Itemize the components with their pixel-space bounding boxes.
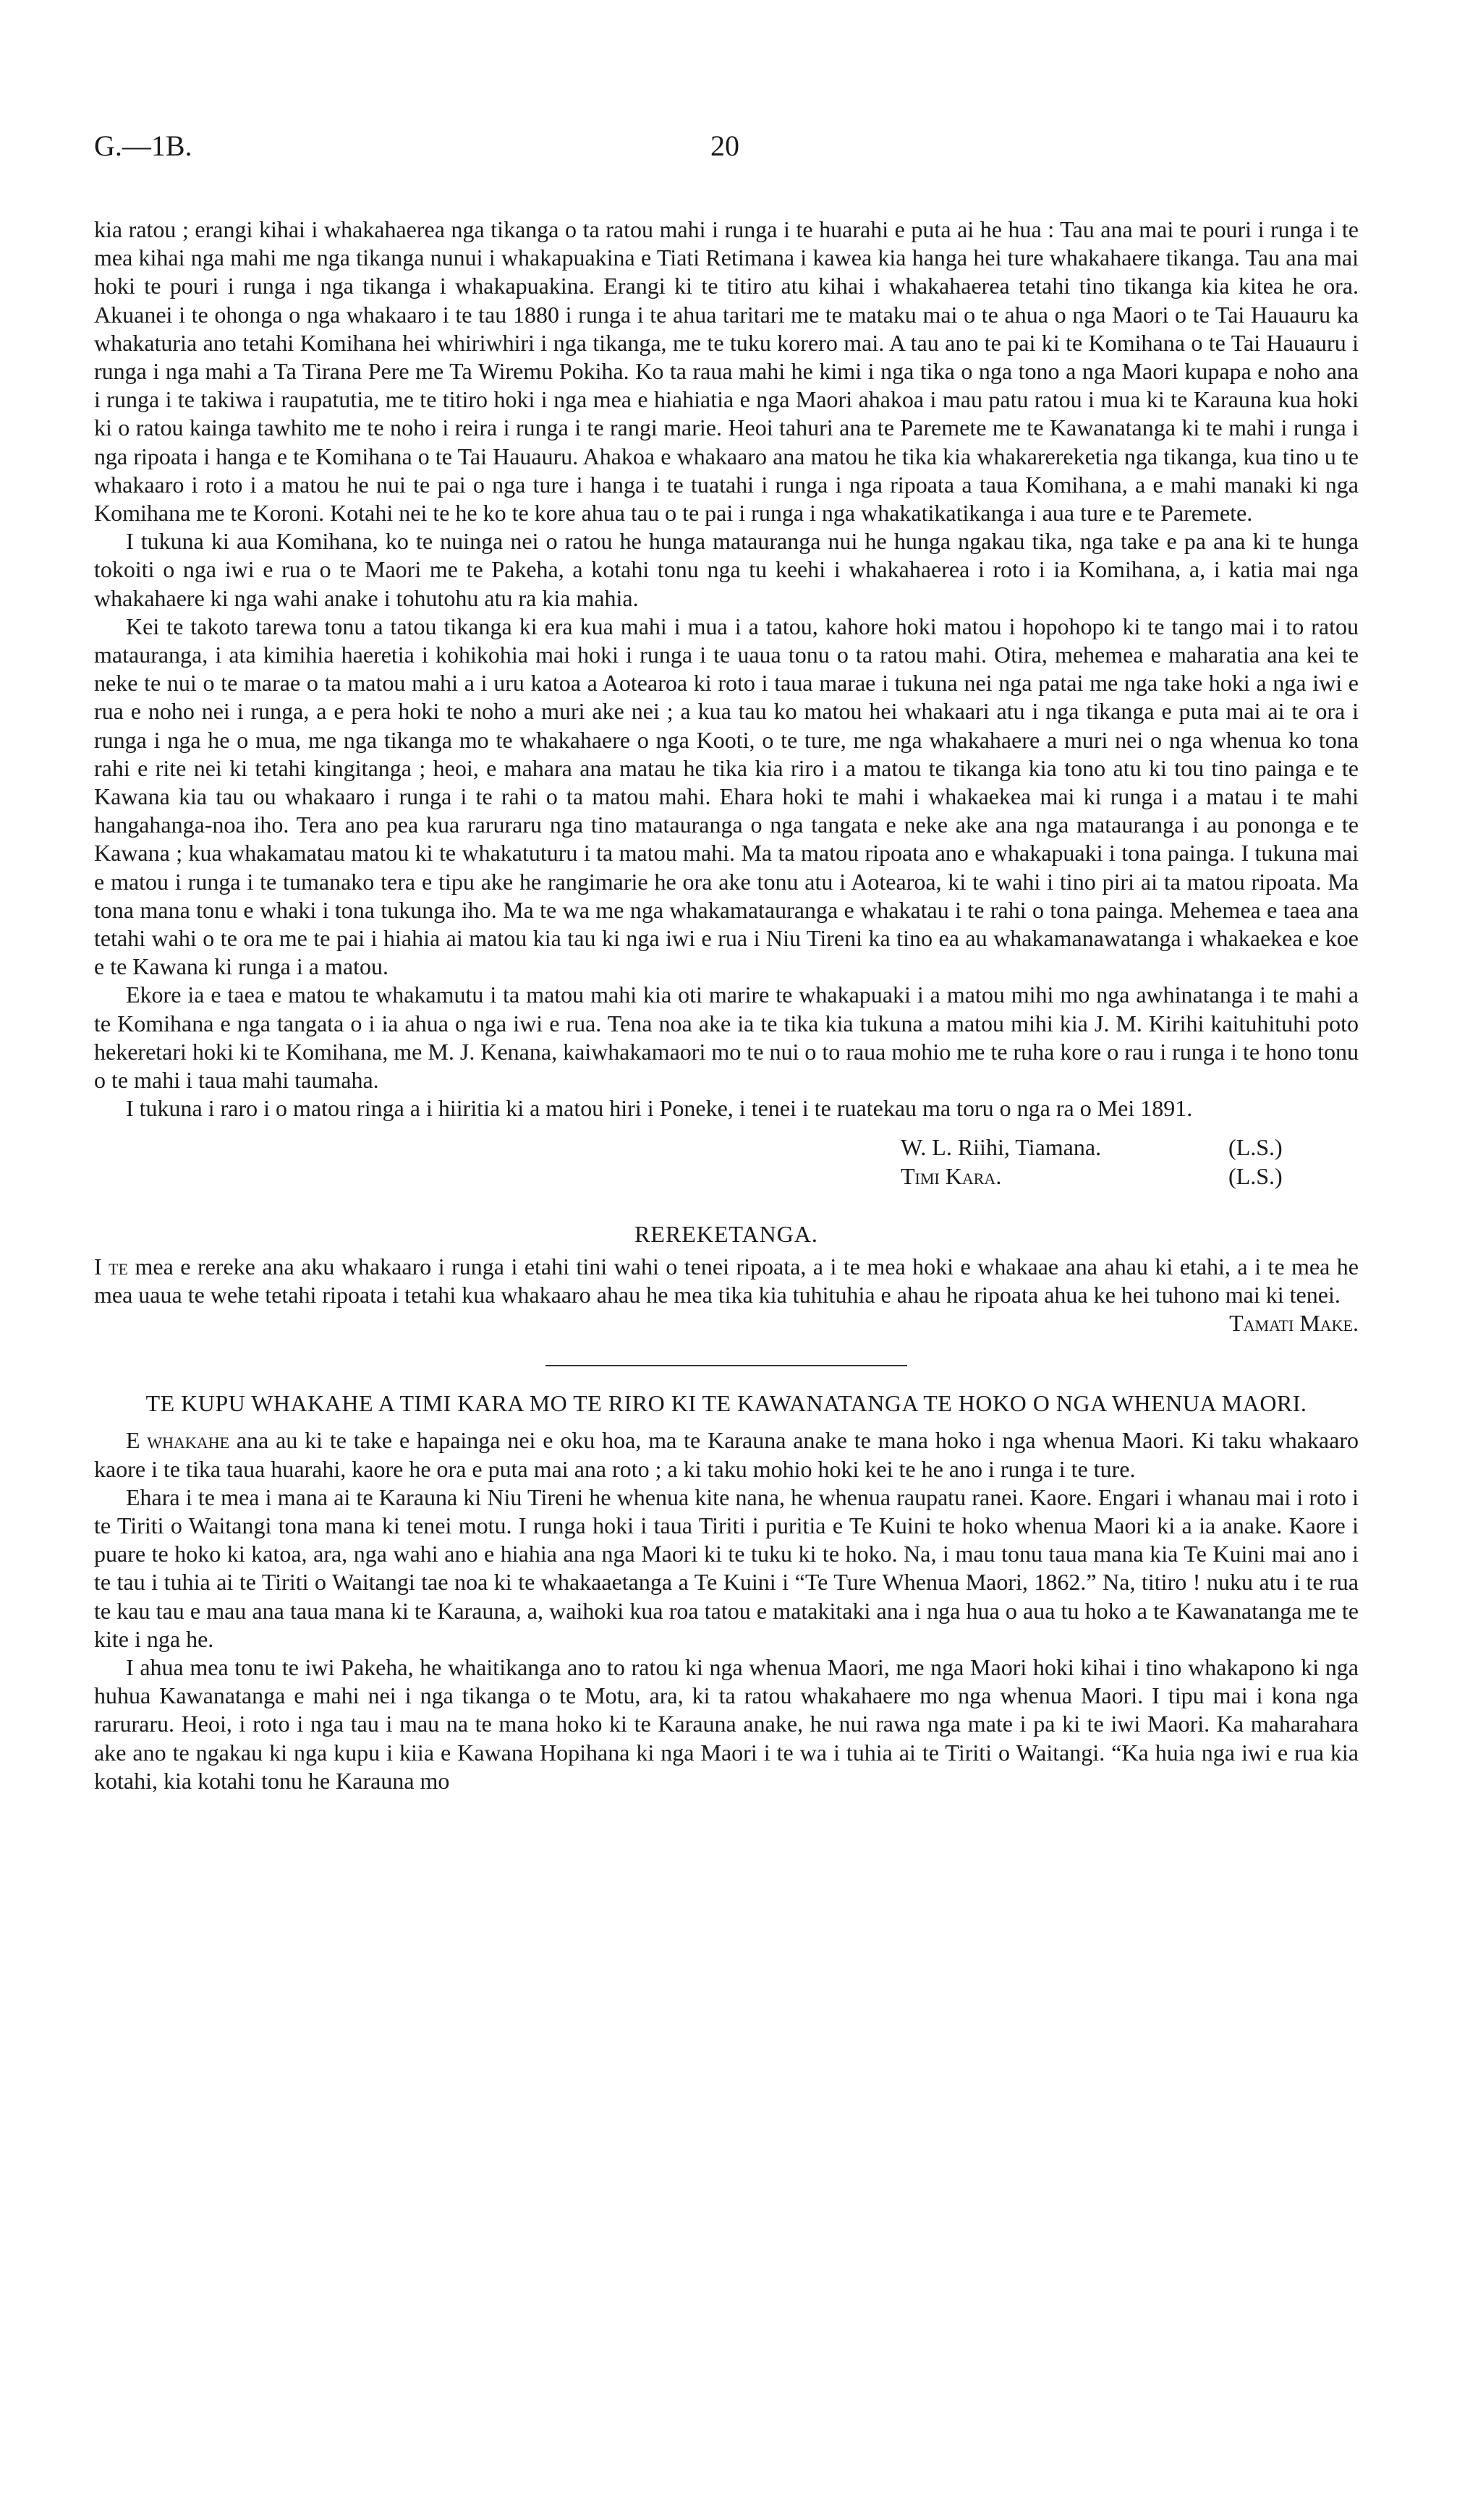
paragraph-text: mea e rereke ana aku whakaaro i runga i etahi tini wahi o tenei ripoata, a i te mea hoki e whakaae ana ahau ki etahi, a i te mea he mea uaua te wehe tetahi ripoata i tetahi kua whakaaro ahau he mea tika kia tuhituhia e ahau he ripoata ahua ke hei tuhono mai ki tenei. bbox=[94, 1253, 1359, 1308]
body-paragraph-1: kia ratou ; erangi kihai i whakahaerea nga tikanga o ta ratou mahi i runga i te huarahi e puta ai he hua : Tau ana mai te pouri i runga i te mea kihai nga mahi me nga tikanga nunui i whakapuakina e Tiati Retimana i kawea kia hanga hei ture whakahaere tikanga. Tau ana mai hoki te pouri i runga i nga tikanga i whakapuakina. Erangi ki te titiro atu kihai i whakahaerea tetahi tino tikanga kia kitea he ora. Akuanei i te ohonga o nga whakaaro i te tau 1880 i runga i te ahua taritari me te mataku mai o te ahua o nga Maori o te Tai Hauauru ka whakaturia ano tetahi Komihana hei whiriwhiri i nga tikanga, me te tuku korero mai. A tau ano te pai ki te Komihana o te Tai Hauauru i runga i nga mahi a Ta Tirana Pere me Ta Wiremu Pokiha. Ko ta raua mahi he kimi i nga tika o nga tono a nga Maori kupapa e noho ana i runga i te takiwa i raupatutia, me te titiro hoki i nga mea e hiahiatia e nga Maori ahakoa i mau patu ratou i mua ki te Karauna kua hoki ki o ratou kainga tawhito me te noho i reira i runga i te rangi marie. Heoi tahuri ana te Paremete me te Kawanatanga ki te mahi i runga i nga ripoata i hanga e te Komihana o te Tai Hauauru. Ahakoa e whakaaro ana matou he tika kia whakarereketia nga tikanga, kua tino u te whakaaro i roto i a matou he nui te pai o nga ture i hanga i te tuatahi i runga i nga ripoata a taua Komihana, a e mahi manaki ki nga Komihana me te Koroni. Kotahi nei te he ko te kore ahua tau o te pai i runga i nga whakatikatikanga i aua ture e te Paremete. bbox=[94, 216, 1359, 527]
signature-row bbox=[94, 1133, 1359, 1162]
body-paragraph-5: I tukuna i raro i o matou ringa a i hiiritia ki a matou hiri i Poneke, i tenei i te ruatekau ma toru o nga ra o Mei 1891. bbox=[126, 1095, 1193, 1122]
body-paragraph-2: I tukuna ki aua Komihana, ko te nuinga nei o ratou he hunga matauranga nui he hunga ngakau tika, nga take e pa ana ki te hunga tokoiti o nga iwi e rua o te Maori me te Pakeha, a kotahi tonu nga tu keehi i whakahaerea i roto i ia Komihana, a, i katia mai nga whakahaere ki nga wahi anake i tohutohu atu ra kia mahia. bbox=[94, 528, 1359, 611]
lead-in-text: E whakahe bbox=[126, 1427, 230, 1454]
page-number: 20 bbox=[710, 129, 739, 162]
rerereketanga-paragraph bbox=[94, 1253, 1359, 1309]
signatory-name: W. L. Riihi, Tiamana. bbox=[901, 1133, 1102, 1160]
paragraph-text: ana au ki te take e hapainga nei e oku hoa, ma te Karauna anake te mana hoko i nga whenua Maori. Ki taku whakaaro kaore i te tika taua huarahi, kaore he ora e puta mai ana roto ; a ki taku mohio hoki kei te he ano i runga i te ture. bbox=[94, 1427, 1359, 1482]
page-header bbox=[94, 129, 1360, 172]
signature-row bbox=[94, 1162, 1359, 1191]
te-kupu-paragraph-2: Ehara i te mea i mana ai te Karauna ki Niu Tireni he whenua kite nana, he whenua raupatu ranei. Kaore. Engari i whanau mai i roto i te Tiriti o Waitangi tona mana ki tenei motu. I runga hoki i taua Tiriti i puritia e Te Kuini te hoko whenua Maori ki a ia anake. Kaore i puare te hoko ki katoa, ara, nga wahi ano e hiahia ana nga Maori ki te tuku ki te hoko. Na, i mau tonu taua mana kia Te Kuini mai ano i te tau i tuhia ai te Tiriti o Waitangi tae noa ki te whakaaetanga a Te Kuini i “Te Ture Whenua Maori, 1862.” Na, titiro ! nuku atu i te rua te kau tau e mau ana taua mana ki te Karauna, a, waihoki kua roa tatou e matakitaki ana i nga hua o aua tu hoko a te Kawanatanga me te kite i nga he. bbox=[94, 1484, 1359, 1652]
section-heading-rerereketanga: REREKETANGA. bbox=[634, 1220, 818, 1247]
body-paragraph-3: Kei te takoto tarewa tonu a tatou tikanga ki era kua mahi i mua i a tatou, kahore hoki matou i hopohopo ki te tango mai i to ratou matauranga, i ata kimihia haeretia i kohikohia mai hoki i runga i te uaua tonu o ta ratou mahi. Otira, mehemea e maharatia ana kei te neke te nui o te marae o ta matou mahi a i uru katoa a Aotearoa ki roto i taua marae i tukuna nei nga patai me nga take hoki a nga iwi e rua e noho nei i runga, a e pera hoki te noho a muri ake nei ; a kua tau ko matou hei whakaari atu i nga tikanga e puta mai ai te ora i runga i nga he o mua, me nga tikanga mo te whakahaere o nga Kooti, o te ture, me nga whakahaere a muri nei o nga whenua ko tona rahi e rite nei ki tetahi kingitanga ; heoi, e mahara ana matau he tika kia riro i a matou te tikanga kia tono atu ki tou tino painga e te Kawana kia tau ou whakaaro i runga i te rahi o ta matou mahi. Ehara hoki te mahi i whakaekea mai ki runga i a matau i te mahi hangahanga-noa iho. Tera ano pea kua raruraru nga tino matauranga o nga tangata e neke ake ana nga matauranga i au ponongа e te Kawana ; kua whakamatau matou ki te whakatuturu i ta matou mahi. Ma ta matou ripoata ano e whakapuaki i tona painga. I tukuna mai e matou i runga i te tumanako tera e tipu ake he rangimarie he ora ake tonu atu i Aotearoa, ki te wahi i tino piri ai ta matou ripoata. Ma tona mana tonu e whaki i tona tukunga iho. Ma te wa me nga whakamatauranga e whakatau i te rahi o tona painga. Mehemea e taea ana tetahi wahi o te ora me te pai i hiahia ai matou kia tau ki nga iwi e rua i Niu Tireni ka tino ea au whakamanawatanga i whakaekea e koe e te Kawana ki runga i a matou. bbox=[94, 613, 1359, 980]
te-kupu-paragraph-1 bbox=[94, 1426, 1359, 1483]
section-title-te-kupu: TE KUPU WHAKAHE A TIMI KARA MO TE RIRO KI TE KAWANATANGA TE HOKO O NGA WHENUA MAORI. bbox=[145, 1390, 1307, 1417]
page-content bbox=[94, 216, 1359, 1795]
rerereketanga-signature: Tamati Make. bbox=[1229, 1310, 1359, 1337]
te-kupu-paragraph-3: I ahua mea tonu te iwi Pakeha, he whaitikanga ano to ratou ki nga whenua Maori, me nga Maori hoki kihai i tino whakapono ki nga huhua Kawanatanga e mahi nei i nga tikanga o te Motu, ara, ki ta ratou whakahaere mo nga whenua Maori. I tipu mai i kona nga raruraru. Heoi, i roto i nga tau i mau na te mana hoko ki te Karauna anake, he nui rawa nga mate i pa ki te iwi Maori. Ka maharahara ake ano te ngakau ki nga kupu i kiia e Kawana Hopihana ki nga Maori i te wa i tuhia ai te Tiriti o Waitangi. “Ka huia nga iwi e rua kia kotahi, kia kotahi tonu he Karauna mo bbox=[94, 1653, 1359, 1794]
seal-mark: (L.S.) bbox=[1228, 1162, 1283, 1189]
body-paragraph-4: Ekore ia e taea e matou te whakamutu i ta matou mahi kia oti marire te whakapuaki i a matou mihi mo nga awhinatanga i te mahi a te Komihana e nga tangata o i ia ahua o nga iwi e rua. Tena noa ake ia te tika kia tukuna a matou mihi kia J. M. Kirihi kaituhituhi poto hekeretari hoki ki te Komihana, me M. J. Kenana, kaiwhakamaori mo te nui o to raua mohio me te ruha kore o rau i runga i te hono tonu o te mahi i taua mahi taumaha. bbox=[94, 982, 1359, 1094]
document-reference: G.—1B. bbox=[94, 129, 192, 162]
seal-mark: (L.S.) bbox=[1228, 1133, 1283, 1160]
signatory-name: Timi Kara. bbox=[901, 1162, 1002, 1189]
signature-block bbox=[94, 1133, 1359, 1191]
lead-in-text: I te bbox=[94, 1253, 129, 1280]
section-divider bbox=[545, 1365, 907, 1366]
